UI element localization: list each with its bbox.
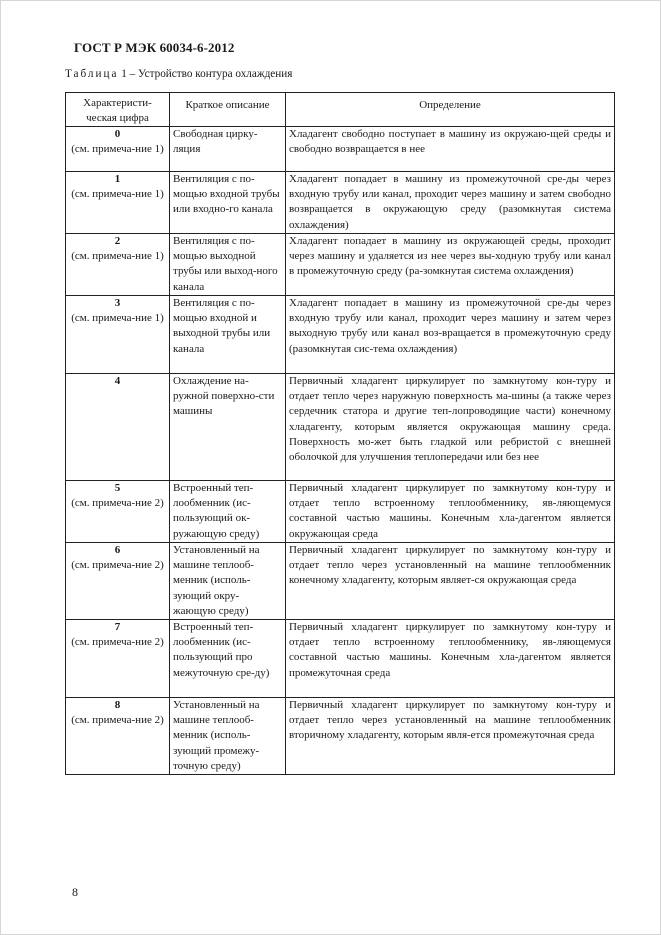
characteristic-note: (см. примеча-ние 1)	[71, 250, 164, 263]
table-row	[66, 234, 615, 296]
characteristic-note: (см. примеча-ние 2)	[71, 497, 164, 510]
cell-characteristic-code	[66, 127, 170, 172]
column-header-definition: Определение	[286, 93, 615, 127]
table-body	[66, 127, 615, 775]
characteristic-number: 4	[114, 375, 121, 387]
table-row	[66, 481, 615, 543]
cell-brief-description: Установленный на машине теплооб-менник (исполь-зующий промежу-точную среду)	[170, 698, 286, 775]
cell-brief-description: Вентиляция с по-мощью входной трубы или входно-го канала	[170, 172, 286, 234]
page-number: 8	[72, 885, 78, 899]
cooling-circuit-table	[65, 92, 615, 775]
cell-brief-description: Встроенный теп-лообменник (ис-пользующий ок-ружающую среду)	[170, 481, 286, 543]
characteristic-note: (см. примеча-ние 1)	[71, 312, 164, 325]
table-row	[66, 296, 615, 374]
cell-definition: Первичный хладагент циркулирует по замкнутому кон-туру и отдает тепло встроенному теплообменнику, яв-ляющемуся составной частью машины. Конечным хла-дагентом является промежуточная среда	[286, 620, 615, 698]
characteristic-note: (см. примеча-ние 2)	[71, 714, 164, 727]
column-header-brief: Краткое описание	[170, 93, 286, 127]
cell-brief-description: Вентиляция с по-мощью входной и выходной трубы или канала	[170, 296, 286, 374]
cell-characteristic-code	[66, 481, 170, 543]
standard-header: ГОСТ Р МЭК 60034-6-2012	[74, 40, 235, 55]
characteristic-number: 3	[114, 297, 121, 309]
cell-characteristic-code	[66, 374, 170, 481]
table-caption-label: Таблица	[65, 68, 119, 80]
table-caption	[65, 68, 292, 80]
cell-definition: Хладагент попадает в машину из окружающей среды, проходит через машину и удаляется из нее через вы-ходную трубу или канал в промежуточную среду (ра-зомкнутая система охлаждения)	[286, 234, 615, 296]
cell-definition: Первичный хладагент циркулирует по замкнутому кон-туру и отдает тепло через наружную поверхность ма-шины (а также через сердечник статора и другие теп-лопроводящие части) конечному хладагенту, которым является окружающая машину среда. Поверхность мо-жет быть гладкой или ребристой с внешней оболочкой для улучшения теплопередачи или без нее	[286, 374, 615, 481]
characteristic-note: (см. примеча-ние 2)	[71, 559, 164, 572]
characteristic-number: 5	[114, 482, 121, 494]
cell-characteristic-code	[66, 620, 170, 698]
cell-characteristic-code	[66, 698, 170, 775]
table-row	[66, 620, 615, 698]
characteristic-number: 6	[114, 544, 121, 556]
characteristic-note: (см. примеча-ние 1)	[71, 143, 164, 156]
table-caption-number: 1	[121, 68, 127, 80]
table-row	[66, 543, 615, 620]
table-row	[66, 127, 615, 172]
cell-brief-description: Охлаждение на-ружной поверхно-сти машины	[170, 374, 286, 481]
cell-characteristic-code	[66, 296, 170, 374]
cell-brief-description: Вентиляция с по-мощью выходной трубы или выход-ного канала	[170, 234, 286, 296]
table-row	[66, 698, 615, 775]
cell-definition: Хладагент попадает в машину из промежуточной сре-ды через входную трубу или канал, проходит через машину и затем через выходную трубу или канал воз-вращается в промежуточную среду (разомкнутая сис-тема охлаждения)	[286, 296, 615, 374]
cell-definition: Первичный хладагент циркулирует по замкнутому кон-туру и отдает тепло через установленный на машине теплообменник вторичному хладагенту, которым явля-ется промежуточная среда	[286, 698, 615, 775]
cell-brief-description: Установленный на машине теплооб-менник (исполь-зующий окру-жающую среду)	[170, 543, 286, 620]
cell-definition: Хладагент свободно поступает в машину из окружаю-щей среды и свободно возвращается в нее	[286, 127, 615, 172]
cell-brief-description: Встроенный теп-лообменник (ис-пользующий про межуточную сре-ду)	[170, 620, 286, 698]
table-header-row	[66, 93, 615, 127]
table-row	[66, 374, 615, 481]
cell-definition: Хладагент попадает в машину из промежуточной сре-ды через входную трубу или канал, проходит через машину и затем свободно возвращается в окружающую среду (разомкнутая система охлаждения)	[286, 172, 615, 234]
column-header-code: Характеристи-ческая цифра	[66, 93, 170, 127]
cell-definition: Первичный хладагент циркулирует по замкнутому кон-туру и отдает тепло через установленный на машине теплообменник конечному хладагенту, которым являет-ся окружающая среда	[286, 543, 615, 620]
table-row	[66, 172, 615, 234]
characteristic-number: 8	[114, 699, 121, 712]
characteristic-note: (см. примеча-ние 1)	[71, 188, 164, 201]
characteristic-number: 2	[114, 235, 121, 247]
characteristic-number: 1	[114, 173, 121, 185]
table-caption-title: – Устройство контура охлаждения	[129, 68, 293, 80]
cell-characteristic-code	[66, 543, 170, 620]
characteristic-number: 7	[114, 621, 121, 634]
characteristic-note: (см. примеча-ние 2)	[71, 636, 164, 649]
cell-definition: Первичный хладагент циркулирует по замкнутому кон-туру и отдает тепло встроенному теплообменнику, яв-ляющемуся составной частью машины. Конечным хла-дагентом является окружающая среда	[286, 481, 615, 543]
cell-characteristic-code	[66, 172, 170, 234]
characteristic-number: 0	[114, 128, 121, 140]
cell-characteristic-code	[66, 234, 170, 296]
cell-brief-description: Свободная цирку-ляция	[170, 127, 286, 172]
